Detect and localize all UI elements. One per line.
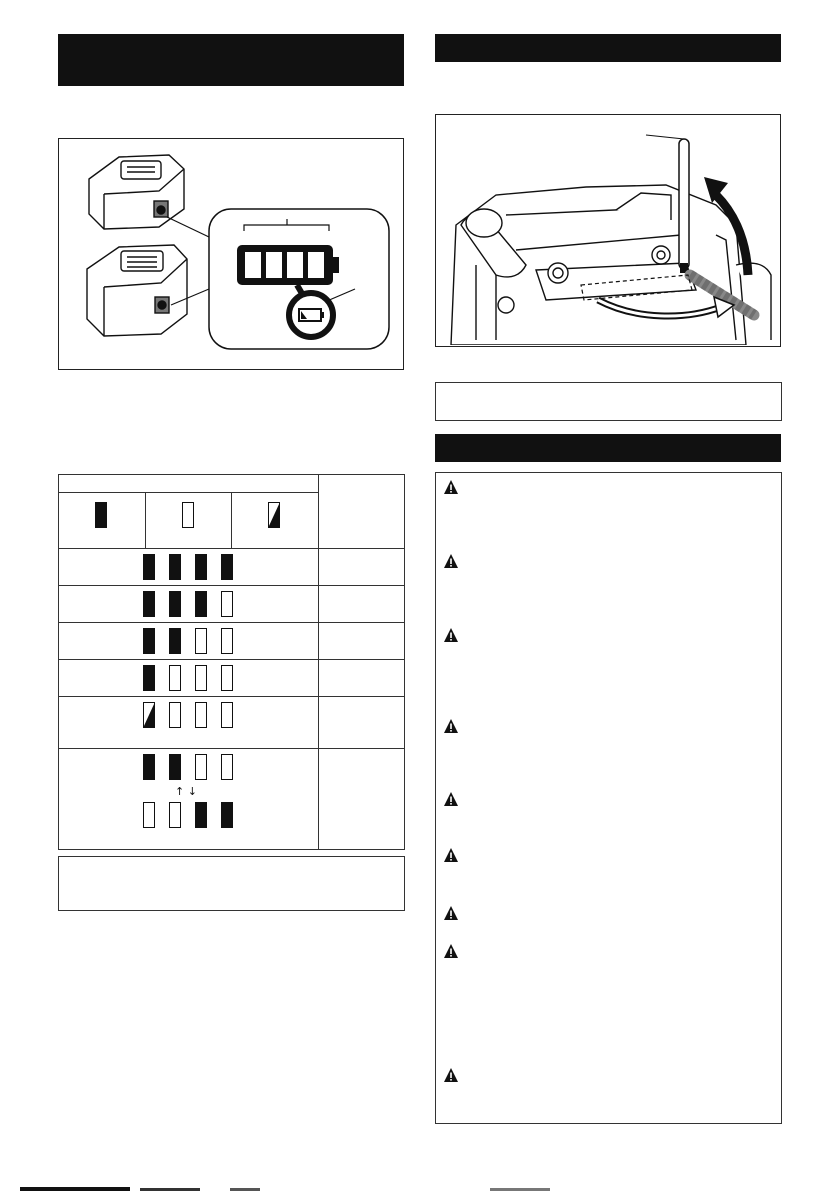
lamp-blinking-icon <box>268 502 280 528</box>
page-edge-strip <box>0 1186 840 1192</box>
section-header-bar <box>435 34 781 62</box>
battery-indicator-lamps-icon <box>237 245 339 285</box>
battery-pack-icon <box>87 245 187 336</box>
warning-triangle-icon <box>443 847 459 863</box>
lamp-lit-icon <box>95 502 107 528</box>
section-header-bar <box>58 34 404 86</box>
warning-triangle-icon <box>443 718 459 734</box>
note-box <box>58 856 405 911</box>
warning-triangle-icon <box>443 943 459 959</box>
warning-triangle-icon <box>443 1067 459 1083</box>
warning-triangle-icon <box>443 627 459 643</box>
note-box <box>435 382 782 421</box>
battery-lamp-table <box>58 474 405 850</box>
lamp-off-icon <box>182 502 194 528</box>
antenna-icon <box>679 139 689 273</box>
alternate-arrows: ↑ ↓ <box>175 785 197 798</box>
warning-triangle-icon <box>443 479 459 495</box>
antenna-illustration <box>436 115 779 345</box>
antenna-figure <box>435 114 781 347</box>
warning-triangle-icon <box>443 791 459 807</box>
warning-triangle-icon <box>443 553 459 569</box>
battery-figure <box>58 138 404 370</box>
battery-illustration <box>59 139 402 368</box>
section-header-bar <box>435 434 781 462</box>
warning-triangle-icon <box>443 905 459 921</box>
warning-list <box>435 472 782 1124</box>
